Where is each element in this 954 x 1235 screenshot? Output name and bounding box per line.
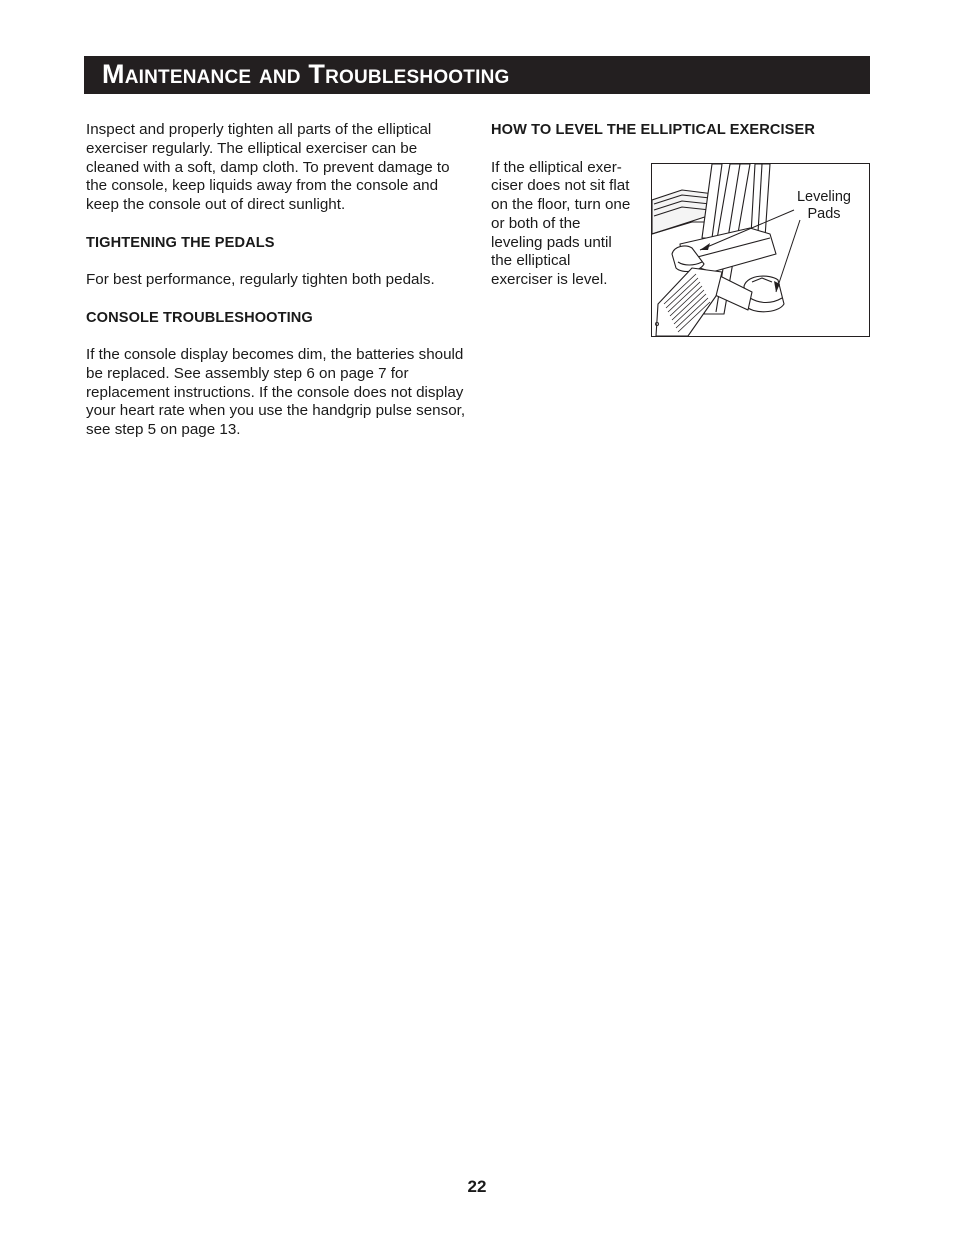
section-title-bar: [84, 56, 870, 94]
console-heading: CONSOLE TROUBLESHOOTING: [86, 309, 313, 326]
left-column: [86, 121, 468, 440]
page-title: Maintenance and Troubleshooting: [102, 59, 510, 89]
intro-paragraph: Inspect and properly tighten all parts of the elliptical exerciser regularly. The elliptical exerciser can be cleaned with a soft, damp cloth. To prevent damage to the console, keep liquids away from the console and keep the console out of direct sunlight.: [86, 121, 450, 213]
level-heading: HOW TO LEVEL THE ELLIPTICAL EXERCISER: [491, 122, 815, 138]
leveling-pads-figure: [651, 163, 870, 337]
leveling-pads-label: [784, 189, 864, 223]
label-line-1: Leveling: [796, 189, 851, 205]
console-paragraph: If the console display becomes dim, the batteries should be replaced. See assembly step 6 on page 7 for replacement instructions. If the console does not display your heart rate when you use the handgrip pulse sensor, see step 5 on page 13.: [86, 346, 466, 438]
page-number: 22: [467, 1177, 487, 1196]
pedals-heading: TIGHTENING THE PEDALS: [86, 234, 275, 251]
label-line-2: Pads: [807, 206, 841, 222]
level-paragraph: If the elliptical exer-ciser does not sit flat on the floor, turn one or both of the leveling pads until the elliptical exerciser is level.: [491, 158, 631, 288]
pedals-paragraph: For best performance, regularly tighten both pedals.: [86, 271, 435, 288]
right-column: [491, 121, 871, 288]
